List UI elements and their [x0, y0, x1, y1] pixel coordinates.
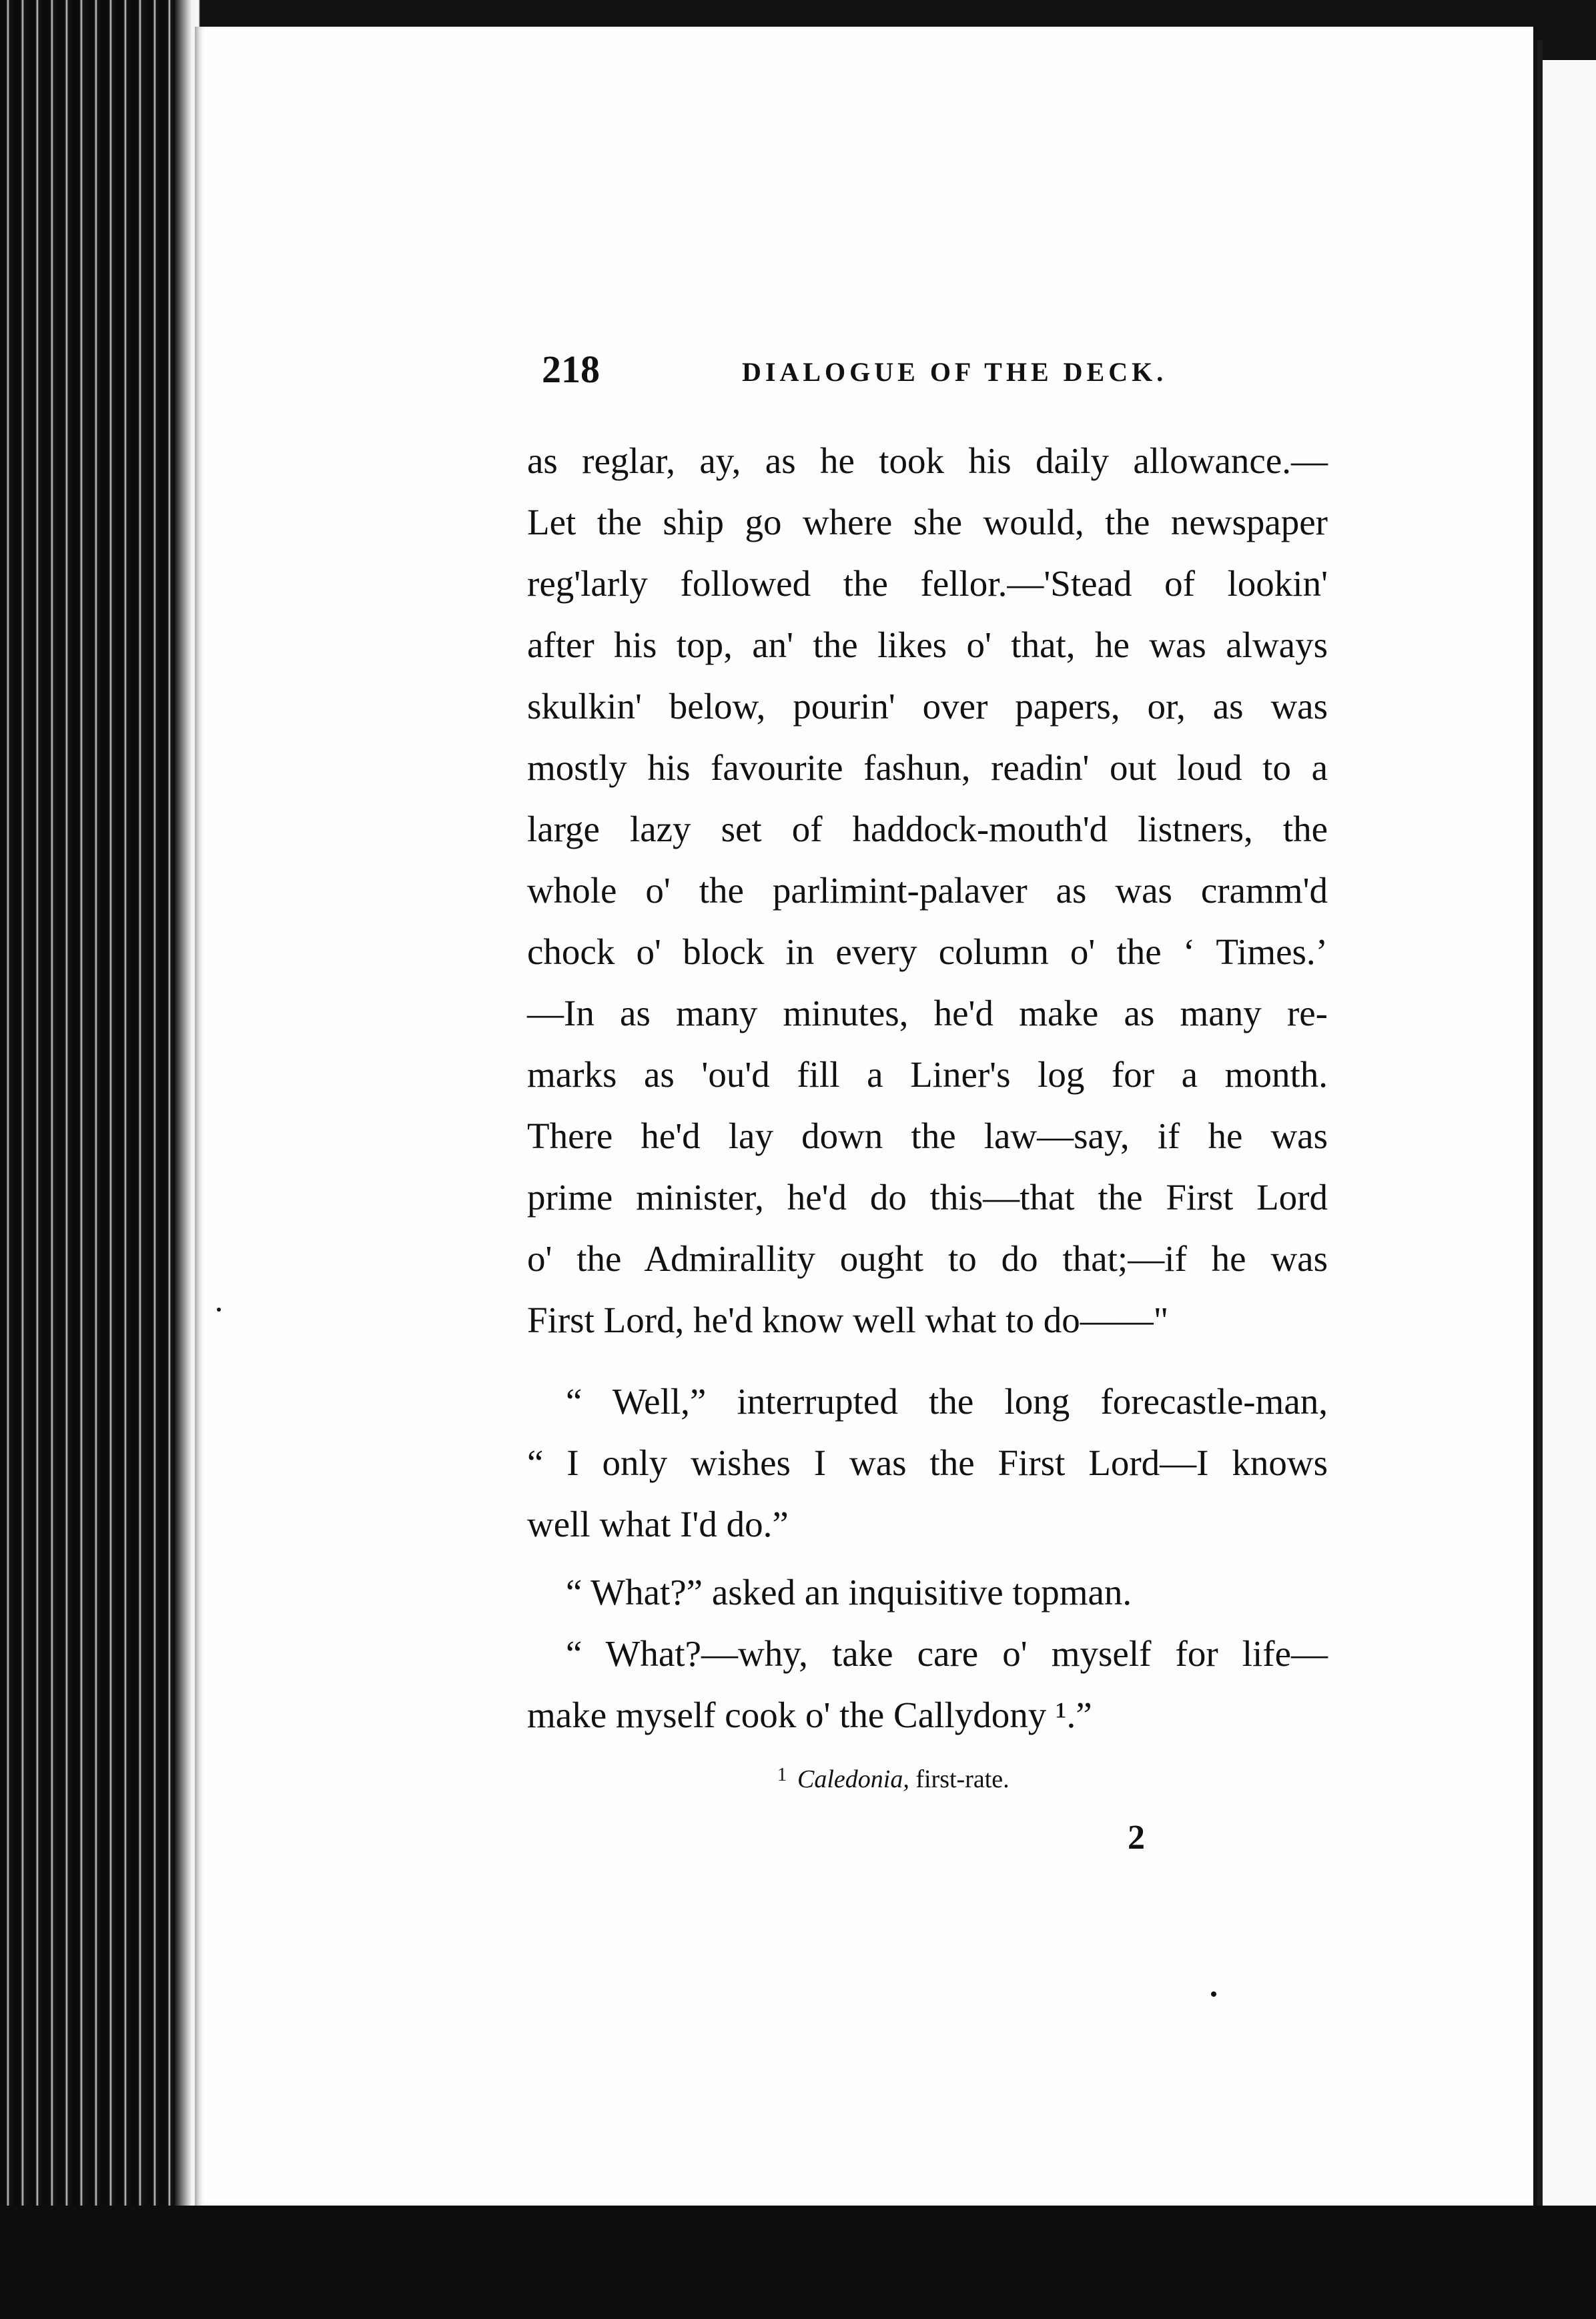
text-line: well what I'd do.” [527, 1504, 789, 1544]
running-head [542, 347, 1376, 407]
text-line: mostly his favourite fashun, readin' out loud to a [527, 747, 1328, 788]
text-line: marks as 'ou'd fill a Liner's log for a month. [527, 1054, 1328, 1095]
book-spine-edges [0, 0, 200, 2319]
text-line: “ Well,” interrupted the long forecastle-man, [566, 1381, 1328, 1422]
text-line: skulkin' below, pourin' over papers, or, as was [527, 686, 1328, 727]
text-line: make myself cook o' the Callydony ¹.” [527, 1695, 1092, 1735]
text-line: whole o' the parlimint-palaver as was cramm'd [527, 870, 1328, 911]
text-line: prime minister, he'd do this—that the First Lord [527, 1177, 1328, 1218]
ink-speck [1211, 1991, 1216, 1997]
scan-bottom-margin [0, 2206, 1596, 2319]
footnote-marker: 1 [777, 1765, 787, 1785]
text-line: chock o' block in every column o' the ‘ Times.’ [527, 931, 1328, 972]
text-line: —In as many minutes, he'd make as many re- [527, 993, 1328, 1033]
text-line: Let the ship go where she would, the newspaper [527, 502, 1328, 542]
text-line: “ What?—why, take care o' myself for life— [566, 1633, 1328, 1674]
footnote [777, 1765, 1010, 1794]
ink-speck [217, 1308, 221, 1312]
page-number: 218 [542, 348, 600, 391]
text-line: “ I only wishes I was the First Lord—I knows [527, 1442, 1328, 1483]
signature-mark: 2 [1128, 1819, 1145, 1857]
text-line: after his top, an' the likes o' that, he was always [527, 624, 1328, 665]
text-line: First Lord, he'd know well what to do——" [527, 1300, 1169, 1340]
running-title: DIALOGUE OF THE DECK. [742, 357, 1168, 387]
text-line: large lazy set of haddock-mouth'd listners, the [527, 809, 1328, 849]
text-line: as reglar, ay, as he took his daily allowance.— [527, 440, 1328, 481]
adjacent-page-edge [1543, 60, 1596, 2222]
text-line: reg'larly followed the fellor.—'Stead of lookin' [527, 563, 1328, 604]
footnote-term: Caledonia, [797, 1765, 909, 1793]
text-line: There he'd lay down the law—say, if he was [527, 1115, 1328, 1156]
text-line: o' the Admirallity ought to do that;—if he was [527, 1238, 1328, 1279]
text-line: “ What?” asked an inquisitive topman. [566, 1572, 1132, 1612]
footnote-text: first-rate. [915, 1765, 1010, 1793]
